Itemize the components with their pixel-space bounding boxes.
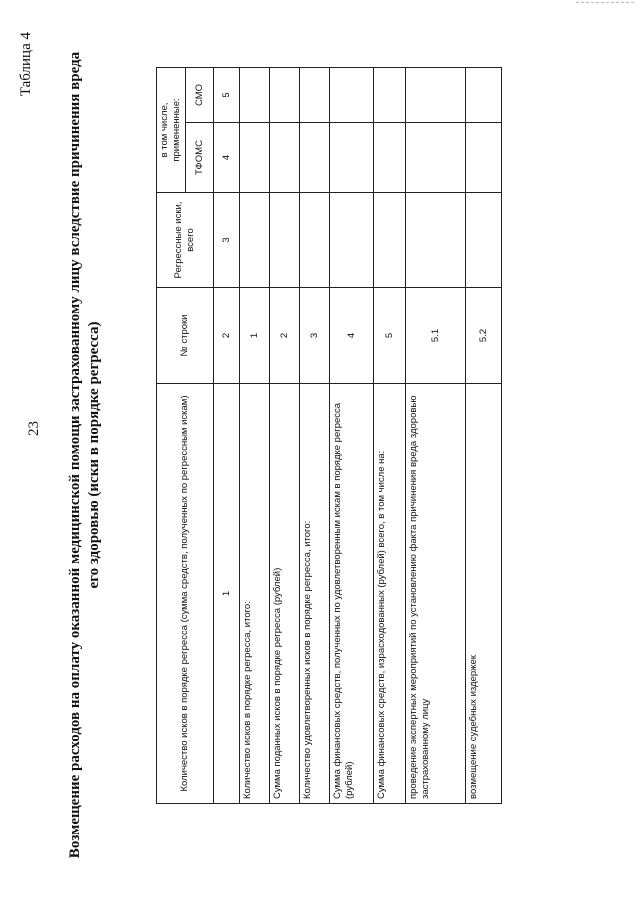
row-line-number: 3	[300, 288, 330, 384]
cell-total	[466, 193, 502, 288]
column-numbers-row	[214, 67, 240, 803]
header-col5: СМО	[186, 67, 214, 122]
row-line-number: 4	[330, 288, 374, 384]
col-number-5: 5	[214, 67, 240, 122]
row-label: Количество исков в порядке регресса, итого:	[240, 384, 270, 804]
cell-tfoms	[330, 123, 374, 193]
scan-artifact-line	[576, 2, 634, 3]
cell-tfoms	[374, 123, 406, 193]
row-label: Сумма финансовых средств, полученных по удовлетворенным искам в порядке регресса (рублей)	[330, 384, 374, 804]
col-number-4: 4	[214, 123, 240, 193]
cell-smo	[374, 67, 406, 122]
header-col4: ТФОМС	[186, 123, 214, 193]
cell-smo	[330, 67, 374, 122]
cell-total	[270, 193, 300, 288]
title-line-1: Возмещение расходов на оплату оказанной медицинской помощи застрахованному лицу вследствие причинения вреда	[67, 51, 83, 859]
table-row	[374, 67, 406, 803]
title-line-2: его здоровью (иски в порядке регресса)	[86, 321, 102, 589]
col-number-3: 3	[214, 193, 240, 288]
table-row	[406, 67, 466, 803]
table-title	[66, 50, 104, 860]
table-row	[466, 67, 502, 803]
col-number-2: 2	[214, 288, 240, 384]
row-line-number: 1	[240, 288, 270, 384]
cell-smo	[406, 67, 466, 122]
page-number: 23	[26, 421, 42, 436]
table-row	[300, 67, 330, 803]
row-line-number: 5.1	[406, 288, 466, 384]
row-label: Сумма финансовых средств, израсходованных (рублей) всего, в том числе на:	[374, 384, 406, 804]
cell-total	[374, 193, 406, 288]
regress-table	[156, 67, 502, 804]
header-row-1	[157, 67, 186, 803]
row-line-number: 5	[374, 288, 406, 384]
table-row	[240, 67, 270, 803]
rotated-page-content	[10, 10, 630, 880]
row-line-number: 5.2	[466, 288, 502, 384]
table-label: Таблица 4	[18, 32, 34, 97]
cell-smo	[240, 67, 270, 122]
cell-tfoms	[406, 123, 466, 193]
table-row	[270, 67, 300, 803]
cell-smo	[300, 67, 330, 122]
header-col3: Регрессные иски, всего	[157, 193, 214, 288]
table-row	[330, 67, 374, 803]
cell-tfoms	[466, 123, 502, 193]
cell-tfoms	[240, 123, 270, 193]
cell-total	[330, 193, 374, 288]
header-group: в том числе, примененные:	[157, 67, 186, 192]
cell-smo	[270, 67, 300, 122]
row-line-number: 2	[270, 288, 300, 384]
cell-tfoms	[300, 123, 330, 193]
cell-total	[406, 193, 466, 288]
row-label: Количество удовлетворенных исков в порядке регресса, итого:	[300, 384, 330, 804]
header-col2: № строки	[157, 288, 214, 384]
cell-total	[300, 193, 330, 288]
header-col1: Количество исков в порядке регресса (сумма средств, полученных по регрессным искам)	[157, 384, 214, 804]
cell-smo	[466, 67, 502, 122]
row-label: возмещение судебных издержек	[466, 384, 502, 804]
col-number-1: 1	[214, 384, 240, 804]
row-label: проведение экспертных мероприятий по установлению факта причинения вреда здоровью застрахованному лицу	[406, 384, 466, 804]
cell-total	[240, 193, 270, 288]
cell-tfoms	[270, 123, 300, 193]
row-label: Сумма поданных исков в порядке регресса (рублей)	[270, 384, 300, 804]
